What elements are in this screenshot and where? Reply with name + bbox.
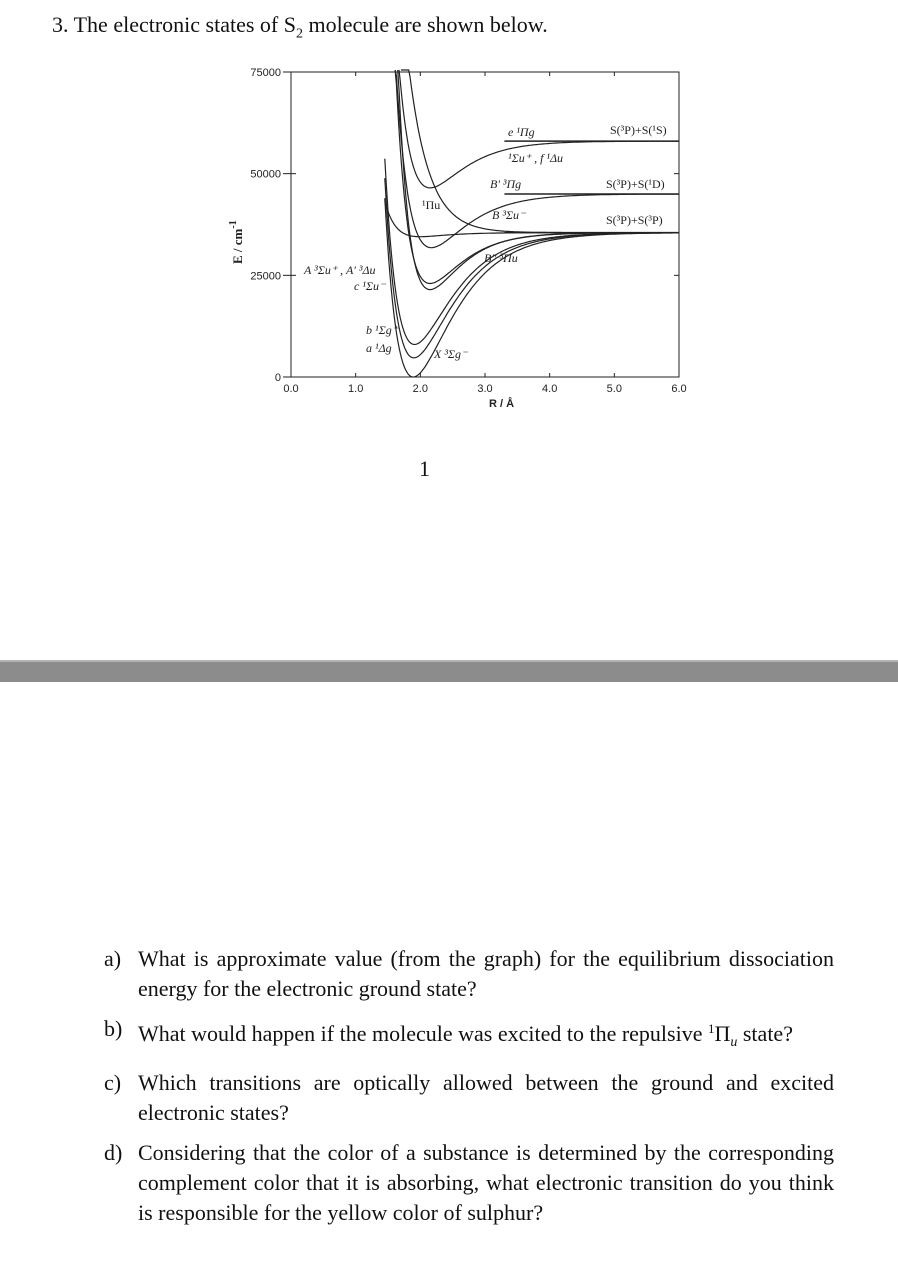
state-label-1Piu: ¹Πu bbox=[422, 198, 441, 212]
y-tick-label: 75000 bbox=[250, 67, 281, 79]
asymptote-label-1S: S(³P)+S(¹S) bbox=[610, 123, 667, 137]
asymptote-label-1D: S(³P)+S(¹D) bbox=[606, 177, 665, 191]
question-b-post: state? bbox=[737, 1021, 793, 1046]
question-c bbox=[104, 1068, 834, 1128]
y-tick-label: 25000 bbox=[250, 270, 281, 283]
state-label-Bprime3Pig: B' ³Πg bbox=[490, 177, 522, 191]
page-number: 1 bbox=[419, 456, 430, 481]
question-label: b) bbox=[104, 1016, 123, 1041]
question-label: c) bbox=[104, 1070, 122, 1095]
question-text: Which transitions are optically allowed between the ground and excited electronic states? bbox=[138, 1070, 834, 1125]
question-b-sub: u bbox=[730, 1035, 738, 1050]
problem-title-post: molecule are shown below. bbox=[302, 12, 548, 37]
y-axis-label-text: E / cm bbox=[230, 228, 245, 264]
x-tick-label: 6.0 bbox=[671, 383, 687, 395]
problem-title-sub: 2 bbox=[295, 26, 303, 42]
question-d bbox=[104, 1138, 834, 1228]
x-axis-label: R / Å bbox=[489, 398, 515, 410]
question-b-sym: Π bbox=[714, 1021, 731, 1046]
question-text: What is approximate value (from the graph) for the equilibrium dissociation energy for the electronic ground state? bbox=[138, 946, 834, 1001]
state-label-X3Sigmag: X ³Σg⁻ bbox=[434, 347, 468, 361]
asymptote-label-3P: S(³P)+S(³P) bbox=[606, 213, 663, 227]
state-label-a1Deltag: a ¹Δg bbox=[366, 341, 392, 355]
state-label-1Sigma-f1Delta: ¹Σu⁺ , f ¹Δu bbox=[508, 151, 564, 165]
state-label-B3Sigmau: B ³Σu⁻ bbox=[492, 208, 526, 222]
question-text: Considering that the color of a substance is determined by the corresponding complement color that it is absorbing, what electronic transition do you think is responsible for the yellow color of sulphur? bbox=[138, 1140, 834, 1225]
state-label-e1Pig: e ¹Πg bbox=[508, 125, 535, 139]
x-tick-label: 1.0 bbox=[348, 383, 364, 395]
x-tick-label: 2.0 bbox=[412, 383, 428, 395]
question-list bbox=[104, 944, 834, 1238]
state-label-b1Sigmag: b ¹Σg⁺ bbox=[366, 323, 399, 337]
state-label-Bdoubleprime3Piu: B'' ³Πu bbox=[484, 251, 518, 265]
y-tick-label: 0 bbox=[274, 372, 281, 384]
y-axis-label bbox=[228, 220, 245, 264]
problem-number: 3. bbox=[52, 12, 69, 37]
chart-ticks bbox=[250, 67, 686, 395]
x-tick-label: 4.0 bbox=[542, 383, 558, 395]
question-b-sup: 1 bbox=[707, 1021, 715, 1036]
x-tick-label: 0.0 bbox=[283, 383, 299, 395]
y-tick-label: 50000 bbox=[250, 168, 281, 181]
x-tick-label: 5.0 bbox=[606, 383, 622, 395]
svg-text:E / cm-1 bbox=[228, 220, 245, 264]
question-b-pre: What would happen if the molecule was excited to the repulsive bbox=[138, 1021, 708, 1046]
question-label: a) bbox=[104, 946, 122, 971]
question-label: d) bbox=[104, 1140, 123, 1165]
state-label-c1Sigmau: c ¹Σu⁻ bbox=[354, 279, 386, 293]
state-label-A3Sigma-Aprime3Delta: A ³Σu⁺ , A' ³Δu bbox=[304, 263, 376, 277]
question-text bbox=[138, 1014, 834, 1058]
problem-title bbox=[52, 12, 548, 42]
page-divider bbox=[0, 662, 898, 682]
y-axis-label-sup: -1 bbox=[228, 220, 239, 229]
potential-energy-chart bbox=[0, 50, 898, 420]
question-a bbox=[104, 944, 834, 1004]
problem-title-pre: The electronic states of S bbox=[73, 12, 296, 37]
question-b bbox=[104, 1014, 834, 1058]
x-tick-label: 3.0 bbox=[477, 383, 493, 395]
